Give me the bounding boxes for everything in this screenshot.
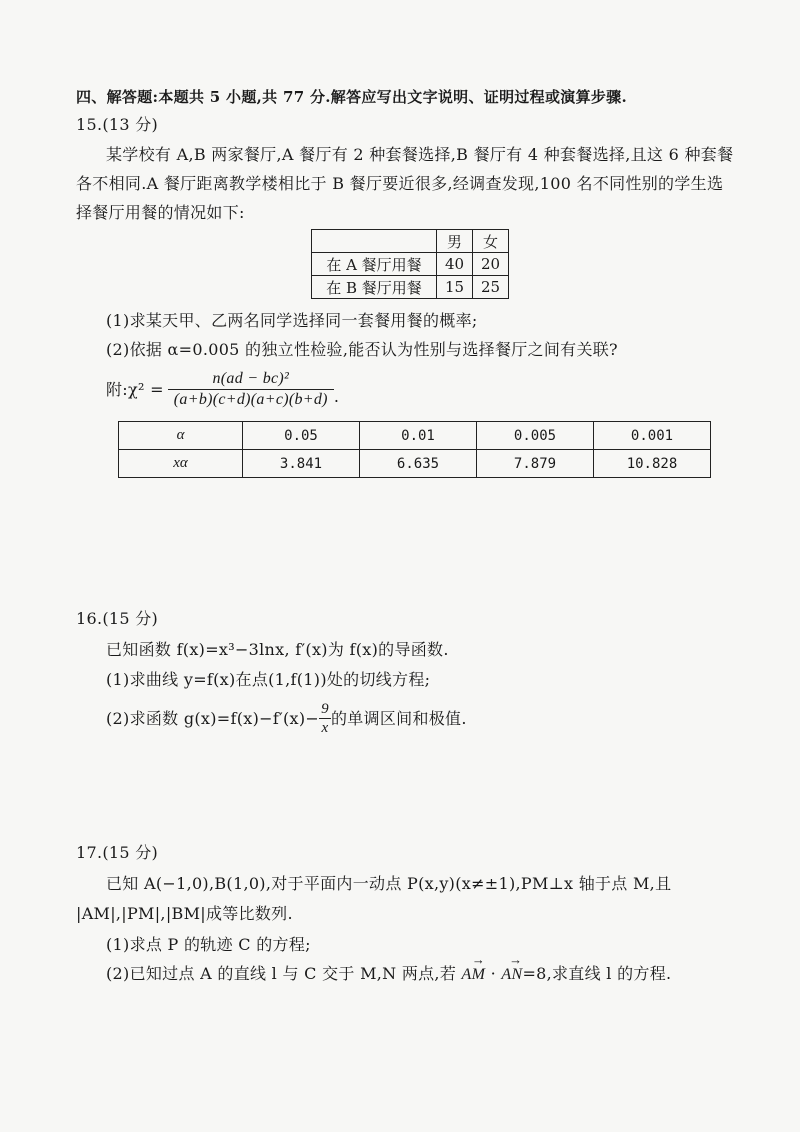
cell-male: 40 xyxy=(437,253,473,276)
q15-part2: (2)依据 α=0.005 的独立性检验,能否认为性别与选择餐厅之间有关联? xyxy=(106,340,618,359)
formula-fraction xyxy=(168,370,334,409)
chi-square-formula xyxy=(106,370,339,409)
x-alpha-value: 6.635 xyxy=(360,450,477,478)
cell-female: 20 xyxy=(473,253,509,276)
section-header: 四、解答题:本题共 5 小题,共 77 分.解答应写出文字说明、证明过程或演算步骤. xyxy=(76,88,628,106)
table-row xyxy=(312,276,509,299)
alpha-label: α xyxy=(119,422,243,450)
q15-stem-line2: 各不相同.A 餐厅距离教学楼相比于 B 餐厅要近很多,经调查发现,100 名不同性别的学生选 xyxy=(76,174,724,193)
table-header-row xyxy=(312,230,509,253)
table-corner-cell xyxy=(312,230,437,253)
q17-part2-prefix: (2)已知过点 A 的直线 l 与 C 交于 M,N 两点,若 xyxy=(106,964,462,983)
vector-an: → AN xyxy=(501,965,522,985)
formula-numerator: n(ad − bc)² xyxy=(168,370,334,390)
x-alpha-row xyxy=(119,450,711,478)
col-header-male: 男 xyxy=(437,230,473,253)
x-alpha-value: 7.879 xyxy=(477,450,594,478)
row-label: 在 A 餐厅用餐 xyxy=(312,253,437,276)
alpha-value: 0.05 xyxy=(243,422,360,450)
cell-female: 25 xyxy=(473,276,509,299)
q17-part2-suffix: =8,求直线 l 的方程. xyxy=(522,964,672,983)
q17-stem-line1: 已知 A(−1,0),B(1,0),对于平面内一动点 P(x,y)(x≠±1),PM⊥x 轴于点 M,且 xyxy=(106,874,672,893)
q16-part1: (1)求曲线 y=f(x)在点(1,f(1))处的切线方程; xyxy=(106,670,431,689)
q17-part2 xyxy=(106,964,671,985)
x-alpha-value: 10.828 xyxy=(594,450,711,478)
x-alpha-value: 3.841 xyxy=(243,450,360,478)
q16-stem: 已知函数 f(x)=x³−3lnx, f′(x)为 f(x)的导函数. xyxy=(106,640,449,659)
row-label: 在 B 餐厅用餐 xyxy=(312,276,437,299)
q15-stem-line3: 择餐厅用餐的情况如下: xyxy=(76,203,245,222)
q16-part2-prefix: (2)求函数 g(x)=f(x)−f′(x)− xyxy=(106,708,320,728)
alpha-row xyxy=(119,422,711,450)
q16-frac-num: 9 xyxy=(321,701,329,717)
dot-operator: · xyxy=(485,964,502,983)
x-alpha-label: xα xyxy=(119,450,243,478)
q16-part2 xyxy=(106,700,467,737)
q17-stem-line2: |AM|,|PM|,|BM|成等比数列. xyxy=(76,904,293,923)
restaurant-table xyxy=(311,229,509,299)
col-header-female: 女 xyxy=(473,230,509,253)
q15-part1: (1)求某天甲、乙两名同学选择同一套餐用餐的概率; xyxy=(106,311,478,330)
q16-frac-den: x xyxy=(321,720,329,736)
critical-value-table xyxy=(118,421,711,478)
q15-stem-line1: 某学校有 A,B 两家餐厅,A 餐厅有 2 种套餐选择,B 餐厅有 4 种套餐选择,且这 6 种套餐 xyxy=(106,145,734,164)
q16-part2-suffix: 的单调区间和极值. xyxy=(330,708,467,728)
q17-part1: (1)求点 P 的轨迹 C 的方程; xyxy=(106,935,311,954)
cell-male: 15 xyxy=(437,276,473,299)
q16-number: 16.(15 分) xyxy=(76,609,159,628)
alpha-value: 0.01 xyxy=(360,422,477,450)
q15-number: 15.(13 分) xyxy=(76,115,159,134)
alpha-value: 0.001 xyxy=(594,422,711,450)
q17-number: 17.(15 分) xyxy=(76,843,159,862)
q16-fraction xyxy=(319,700,331,737)
appendix-label: 附:χ² = xyxy=(106,379,164,399)
formula-denominator: (a+b)(c+d)(a+c)(b+d) xyxy=(173,391,328,408)
alpha-value: 0.005 xyxy=(477,422,594,450)
vector-am: → AM xyxy=(462,965,486,985)
formula-period: . xyxy=(333,387,340,406)
table-row xyxy=(312,253,509,276)
